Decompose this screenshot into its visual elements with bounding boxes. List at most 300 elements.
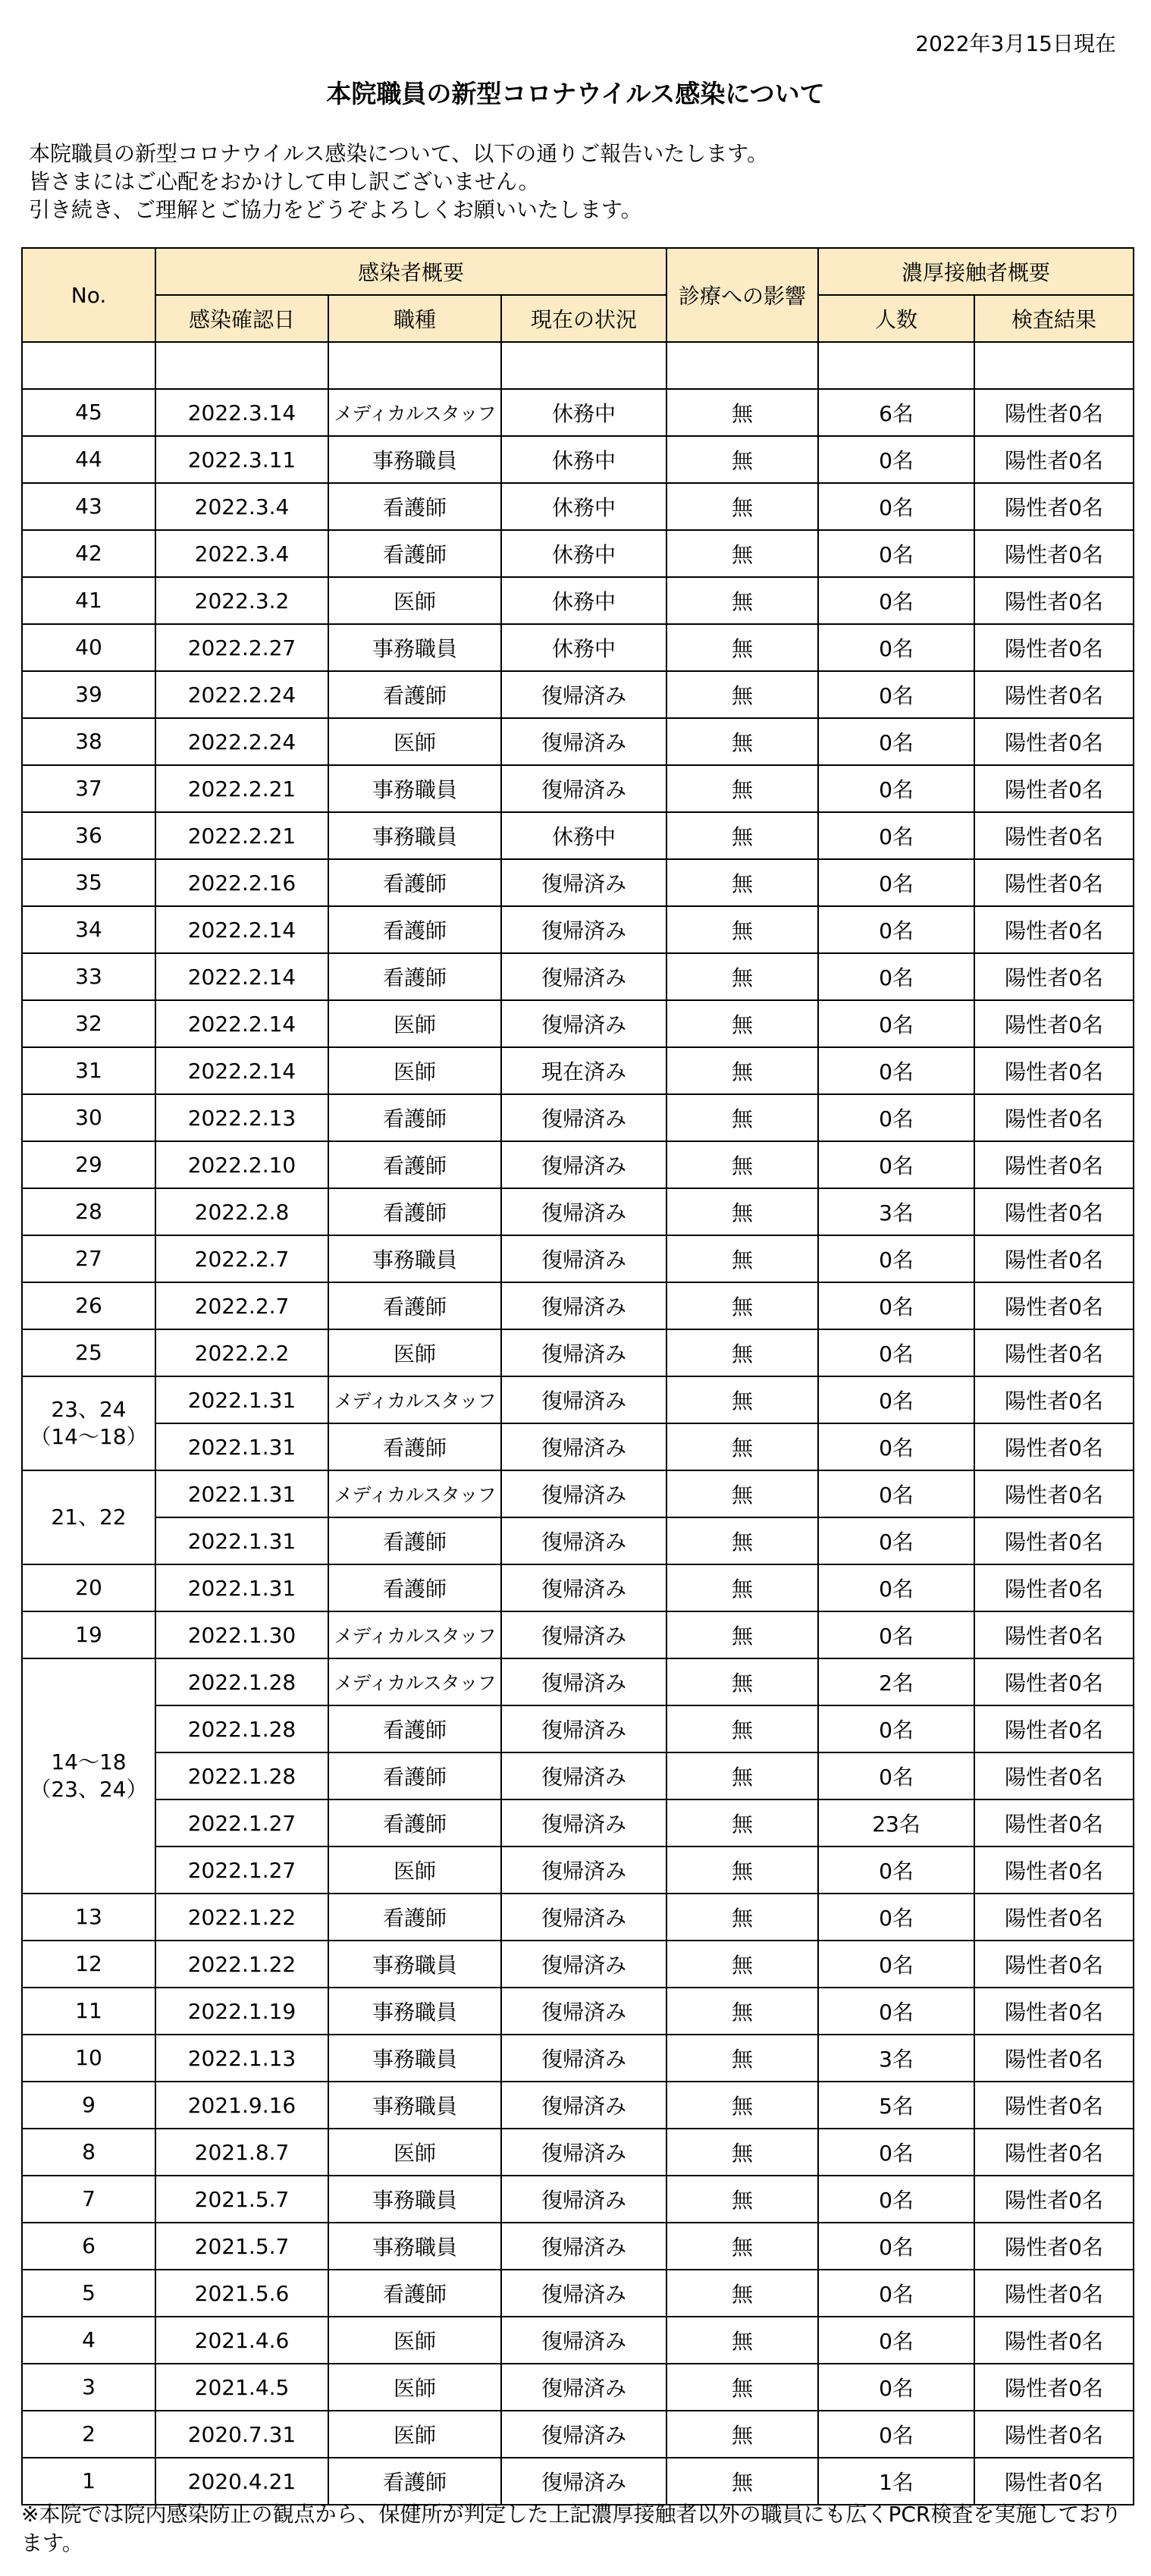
cell-no: 7 xyxy=(22,2176,155,2223)
table-row xyxy=(22,2035,1134,2082)
cell-confirmed-date: 2022.2.21 xyxy=(155,765,328,812)
cell-job: 看護師 xyxy=(328,859,501,906)
cell-status: 休務中 xyxy=(501,577,666,624)
cell-contact-count: 0名 xyxy=(818,1470,974,1517)
cell-job: 事務職員 xyxy=(328,2035,501,2082)
spacer-cell xyxy=(501,342,666,389)
cell-confirmed-date: 2022.3.4 xyxy=(155,530,328,577)
cell-contact-count: 0名 xyxy=(818,1141,974,1188)
cell-confirmed-date: 2021.4.6 xyxy=(155,2317,328,2364)
cell-job: 看護師 xyxy=(328,1141,501,1188)
cell-test-result: 陽性者0名 xyxy=(974,1188,1134,1235)
cell-clinical-impact: 無 xyxy=(666,2035,818,2082)
cell-confirmed-date: 2022.1.31 xyxy=(155,1423,328,1470)
table-row xyxy=(22,953,1134,1000)
cell-clinical-impact: 無 xyxy=(666,1941,818,1988)
table-row xyxy=(22,577,1134,624)
cell-contact-count: 0名 xyxy=(818,1282,974,1329)
cell-contact-count: 0名 xyxy=(818,1564,974,1611)
cell-test-result: 陽性者0名 xyxy=(974,671,1134,718)
cell-job: 医師 xyxy=(328,577,501,624)
cell-no: 37 xyxy=(22,765,155,812)
cell-status: 休務中 xyxy=(501,436,666,483)
cell-clinical-impact: 無 xyxy=(666,671,818,718)
cell-no: 34 xyxy=(22,906,155,953)
cell-confirmed-date: 2022.1.30 xyxy=(155,1611,328,1658)
cell-no: 21、22 xyxy=(22,1470,155,1564)
cell-no: 3 xyxy=(22,2364,155,2411)
cell-status: 復帰済み xyxy=(501,2035,666,2082)
cell-status: 復帰済み xyxy=(501,859,666,906)
cell-job: 看護師 xyxy=(328,2458,501,2505)
cell-status: 復帰済み xyxy=(501,2223,666,2270)
cell-test-result: 陽性者0名 xyxy=(974,1282,1134,1329)
table-row xyxy=(22,1705,1134,1752)
cell-job: メディカルスタッフ xyxy=(328,1376,501,1423)
cell-job: 看護師 xyxy=(328,906,501,953)
cell-contact-count: 0名 xyxy=(818,1517,974,1564)
cell-clinical-impact: 無 xyxy=(666,2411,818,2458)
cell-no: 44 xyxy=(22,436,155,483)
cell-confirmed-date: 2022.2.24 xyxy=(155,671,328,718)
table-row xyxy=(22,483,1134,530)
cell-clinical-impact: 無 xyxy=(666,530,818,577)
cell-status: 復帰済み xyxy=(501,1988,666,2035)
cell-clinical-impact: 無 xyxy=(666,2270,818,2317)
cell-test-result: 陽性者0名 xyxy=(974,2223,1134,2270)
table-row xyxy=(22,1235,1134,1282)
cell-no: 10 xyxy=(22,2035,155,2082)
cell-test-result: 陽性者0名 xyxy=(974,577,1134,624)
cell-confirmed-date: 2022.1.28 xyxy=(155,1705,328,1752)
cell-test-result: 陽性者0名 xyxy=(974,1564,1134,1611)
cell-clinical-impact: 無 xyxy=(666,1564,818,1611)
cell-clinical-impact: 無 xyxy=(666,1282,818,1329)
table-row xyxy=(22,2364,1134,2411)
cell-job: 看護師 xyxy=(328,1094,501,1141)
header-spacer-row xyxy=(22,342,1134,389)
cell-contact-count: 0名 xyxy=(818,765,974,812)
cell-test-result: 陽性者0名 xyxy=(974,1094,1134,1141)
table-row xyxy=(22,1188,1134,1235)
cell-status: 復帰済み xyxy=(501,2317,666,2364)
cell-confirmed-date: 2020.4.21 xyxy=(155,2458,328,2505)
cell-confirmed-date: 2022.2.10 xyxy=(155,1141,328,1188)
cell-contact-count: 0名 xyxy=(818,624,974,671)
cell-job: 看護師 xyxy=(328,1894,501,1941)
spacer-cell xyxy=(818,342,974,389)
cell-no: 2 xyxy=(22,2411,155,2458)
table-row xyxy=(22,1752,1134,1799)
cell-job: 看護師 xyxy=(328,1705,501,1752)
cell-no: 4 xyxy=(22,2317,155,2364)
table-row xyxy=(22,2458,1134,2505)
cell-test-result: 陽性者0名 xyxy=(974,2176,1134,2223)
cell-contact-count: 0名 xyxy=(818,1752,974,1799)
header-infected-summary: 感染者概要 xyxy=(155,248,666,295)
cell-contact-count: 0名 xyxy=(818,1705,974,1752)
table-body xyxy=(22,342,1134,2505)
cell-test-result: 陽性者0名 xyxy=(974,1705,1134,1752)
spacer-cell xyxy=(974,342,1134,389)
table-row xyxy=(22,812,1134,859)
cell-test-result: 陽性者0名 xyxy=(974,1988,1134,2035)
cell-status: 復帰済み xyxy=(501,1188,666,1235)
cell-confirmed-date: 2022.1.27 xyxy=(155,1799,328,1846)
cell-status: 休務中 xyxy=(501,624,666,671)
table-row xyxy=(22,1282,1134,1329)
cell-clinical-impact: 無 xyxy=(666,1423,818,1470)
cell-clinical-impact: 無 xyxy=(666,1094,818,1141)
cell-confirmed-date: 2022.2.16 xyxy=(155,859,328,906)
cell-contact-count: 0名 xyxy=(818,2176,974,2223)
cell-status: 現在済み xyxy=(501,1047,666,1094)
cell-contact-count: 0名 xyxy=(818,577,974,624)
cell-contact-count: 0名 xyxy=(818,671,974,718)
cell-confirmed-date: 2022.1.27 xyxy=(155,1846,328,1894)
cell-test-result: 陽性者0名 xyxy=(974,624,1134,671)
cell-test-result: 陽性者0名 xyxy=(974,1894,1134,1941)
cell-contact-count: 0名 xyxy=(818,812,974,859)
cell-clinical-impact: 無 xyxy=(666,2317,818,2364)
cell-clinical-impact: 無 xyxy=(666,1235,818,1282)
cell-confirmed-date: 2022.2.8 xyxy=(155,1188,328,1235)
cell-confirmed-date: 2022.2.13 xyxy=(155,1094,328,1141)
cell-confirmed-date: 2022.1.19 xyxy=(155,1988,328,2035)
cell-contact-count: 0名 xyxy=(818,1894,974,1941)
cell-job: 事務職員 xyxy=(328,436,501,483)
cell-clinical-impact: 無 xyxy=(666,1752,818,1799)
cell-clinical-impact: 無 xyxy=(666,1047,818,1094)
cell-job: メディカルスタッフ xyxy=(328,1658,501,1705)
cell-test-result: 陽性者0名 xyxy=(974,1000,1134,1047)
cell-test-result: 陽性者0名 xyxy=(974,1376,1134,1423)
cell-job: 事務職員 xyxy=(328,765,501,812)
cell-status: 復帰済み xyxy=(501,2411,666,2458)
cell-job: 事務職員 xyxy=(328,2082,501,2129)
cell-contact-count: 0名 xyxy=(818,718,974,765)
cell-confirmed-date: 2022.3.2 xyxy=(155,577,328,624)
cell-confirmed-date: 2022.3.11 xyxy=(155,436,328,483)
cell-no: 28 xyxy=(22,1188,155,1235)
cell-clinical-impact: 無 xyxy=(666,812,818,859)
cell-no: 27 xyxy=(22,1235,155,1282)
cell-clinical-impact: 無 xyxy=(666,2129,818,2176)
table-row xyxy=(22,1423,1134,1470)
cell-no: 29 xyxy=(22,1141,155,1188)
cell-clinical-impact: 無 xyxy=(666,389,818,436)
cell-no: 9 xyxy=(22,2082,155,2129)
cell-job: 看護師 xyxy=(328,1423,501,1470)
cell-contact-count: 0名 xyxy=(818,859,974,906)
cell-confirmed-date: 2021.4.5 xyxy=(155,2364,328,2411)
header-status: 現在の状況 xyxy=(501,295,666,342)
cell-job: メディカルスタッフ xyxy=(328,389,501,436)
cell-contact-count: 0名 xyxy=(818,1988,974,2035)
cell-job: 看護師 xyxy=(328,483,501,530)
table-row xyxy=(22,2270,1134,2317)
cell-status: 復帰済み xyxy=(501,1846,666,1894)
table-row xyxy=(22,1799,1134,1846)
cell-confirmed-date: 2021.5.7 xyxy=(155,2223,328,2270)
cell-status: 復帰済み xyxy=(501,1141,666,1188)
cell-contact-count: 0名 xyxy=(818,953,974,1000)
cell-contact-count: 0名 xyxy=(818,1611,974,1658)
header-no: No. xyxy=(22,248,155,342)
cell-status: 復帰済み xyxy=(501,1799,666,1846)
cell-contact-count: 0名 xyxy=(818,483,974,530)
spacer-cell xyxy=(155,342,328,389)
cell-confirmed-date: 2022.2.14 xyxy=(155,953,328,1000)
table-row xyxy=(22,2317,1134,2364)
cell-status: 復帰済み xyxy=(501,1517,666,1564)
cell-contact-count: 1名 xyxy=(818,2458,974,2505)
cell-test-result: 陽性者0名 xyxy=(974,1941,1134,1988)
cell-confirmed-date: 2022.1.13 xyxy=(155,2035,328,2082)
cell-confirmed-date: 2022.1.22 xyxy=(155,1941,328,1988)
cell-job: 看護師 xyxy=(328,1799,501,1846)
cell-clinical-impact: 無 xyxy=(666,1611,818,1658)
cell-status: 復帰済み xyxy=(501,2458,666,2505)
table-row xyxy=(22,1941,1134,1988)
cell-job: 事務職員 xyxy=(328,624,501,671)
cell-status: 復帰済み xyxy=(501,765,666,812)
cell-test-result: 陽性者0名 xyxy=(974,389,1134,436)
cell-clinical-impact: 無 xyxy=(666,765,818,812)
cell-confirmed-date: 2022.1.31 xyxy=(155,1376,328,1423)
cell-confirmed-date: 2022.2.7 xyxy=(155,1282,328,1329)
table-row xyxy=(22,436,1134,483)
intro-line: 本院職員の新型コロナウイルス感染について、以下の通りご報告いたします。 xyxy=(29,141,768,166)
cell-contact-count: 0名 xyxy=(818,1047,974,1094)
cell-job: 医師 xyxy=(328,718,501,765)
cell-clinical-impact: 無 xyxy=(666,2458,818,2505)
cell-no: 31 xyxy=(22,1047,155,1094)
cell-contact-count: 0名 xyxy=(818,2317,974,2364)
cell-no: 14～18 （23、24） xyxy=(22,1658,155,1894)
cell-no: 38 xyxy=(22,718,155,765)
table-row xyxy=(22,1846,1134,1894)
cell-job: 医師 xyxy=(328,1846,501,1894)
table-row xyxy=(22,1329,1134,1376)
cell-confirmed-date: 2022.2.21 xyxy=(155,812,328,859)
cell-clinical-impact: 無 xyxy=(666,2364,818,2411)
cell-clinical-impact: 無 xyxy=(666,483,818,530)
cell-clinical-impact: 無 xyxy=(666,577,818,624)
cell-contact-count: 0名 xyxy=(818,1376,974,1423)
cell-confirmed-date: 2022.2.14 xyxy=(155,906,328,953)
header-test-result: 検査結果 xyxy=(974,295,1134,342)
cell-job: 看護師 xyxy=(328,1188,501,1235)
cell-no: 40 xyxy=(22,624,155,671)
cell-confirmed-date: 2022.1.31 xyxy=(155,1564,328,1611)
cell-contact-count: 0名 xyxy=(818,530,974,577)
header-contacts-summary: 濃厚接触者概要 xyxy=(818,248,1134,295)
cell-status: 復帰済み xyxy=(501,671,666,718)
cell-confirmed-date: 2022.2.7 xyxy=(155,1235,328,1282)
cell-no: 36 xyxy=(22,812,155,859)
table-row xyxy=(22,2082,1134,2129)
cell-status: 復帰済み xyxy=(501,1941,666,1988)
cell-clinical-impact: 無 xyxy=(666,2082,818,2129)
cell-confirmed-date: 2022.2.27 xyxy=(155,624,328,671)
table-row xyxy=(22,1470,1134,1517)
cell-job: 医師 xyxy=(328,1047,501,1094)
cell-clinical-impact: 無 xyxy=(666,624,818,671)
header-job: 職種 xyxy=(328,295,501,342)
cell-test-result: 陽性者0名 xyxy=(974,1470,1134,1517)
cell-clinical-impact: 無 xyxy=(666,906,818,953)
cell-status: 復帰済み xyxy=(501,1658,666,1705)
cell-status: 復帰済み xyxy=(501,2129,666,2176)
cell-confirmed-date: 2022.2.14 xyxy=(155,1000,328,1047)
cell-status: 復帰済み xyxy=(501,1423,666,1470)
cell-test-result: 陽性者0名 xyxy=(974,530,1134,577)
intro-text xyxy=(29,140,768,224)
cell-clinical-impact: 無 xyxy=(666,1188,818,1235)
cell-clinical-impact: 無 xyxy=(666,1988,818,2035)
cell-no: 1 xyxy=(22,2458,155,2505)
cell-confirmed-date: 2021.9.16 xyxy=(155,2082,328,2129)
cell-status: 復帰済み xyxy=(501,2364,666,2411)
cell-status: 復帰済み xyxy=(501,906,666,953)
cell-confirmed-date: 2022.1.22 xyxy=(155,1894,328,1941)
cell-clinical-impact: 無 xyxy=(666,2176,818,2223)
cell-contact-count: 0名 xyxy=(818,1329,974,1376)
cell-test-result: 陽性者0名 xyxy=(974,1611,1134,1658)
cell-status: 復帰済み xyxy=(501,1564,666,1611)
cell-test-result: 陽性者0名 xyxy=(974,1846,1134,1894)
cell-test-result: 陽性者0名 xyxy=(974,1423,1134,1470)
table-row xyxy=(22,1517,1134,1564)
cell-test-result: 陽性者0名 xyxy=(974,1799,1134,1846)
cell-clinical-impact: 無 xyxy=(666,1470,818,1517)
cell-status: 復帰済み xyxy=(501,1000,666,1047)
cell-no: 39 xyxy=(22,671,155,718)
cell-contact-count: 0名 xyxy=(818,1094,974,1141)
cell-contact-count: 0名 xyxy=(818,2270,974,2317)
cell-clinical-impact: 無 xyxy=(666,436,818,483)
cell-no: 25 xyxy=(22,1329,155,1376)
cell-test-result: 陽性者0名 xyxy=(974,2411,1134,2458)
cell-test-result: 陽性者0名 xyxy=(974,1517,1134,1564)
cell-no: 11 xyxy=(22,1988,155,2035)
cell-status: 復帰済み xyxy=(501,1329,666,1376)
cell-confirmed-date: 2022.2.24 xyxy=(155,718,328,765)
header-confirmed-date: 感染確認日 xyxy=(155,295,328,342)
cell-status: 休務中 xyxy=(501,812,666,859)
cell-job: 事務職員 xyxy=(328,2223,501,2270)
cell-contact-count: 0名 xyxy=(818,1941,974,1988)
cell-confirmed-date: 2020.7.31 xyxy=(155,2411,328,2458)
table-row xyxy=(22,1564,1134,1611)
cell-status: 復帰済み xyxy=(501,953,666,1000)
cell-confirmed-date: 2022.3.4 xyxy=(155,483,328,530)
cell-no: 42 xyxy=(22,530,155,577)
page-title: 本院職員の新型コロナウイルス感染について xyxy=(326,79,825,108)
table-row xyxy=(22,1047,1134,1094)
cell-no: 20 xyxy=(22,1564,155,1611)
cell-job: 看護師 xyxy=(328,1752,501,1799)
cell-clinical-impact: 無 xyxy=(666,1705,818,1752)
table-row xyxy=(22,1094,1134,1141)
cell-contact-count: 0名 xyxy=(818,1846,974,1894)
cell-contact-count: 0名 xyxy=(818,1235,974,1282)
as-of-date: 2022年3月15日現在 xyxy=(915,31,1116,56)
cell-confirmed-date: 2022.1.28 xyxy=(155,1752,328,1799)
cell-no: 41 xyxy=(22,577,155,624)
cell-clinical-impact: 無 xyxy=(666,2223,818,2270)
cell-confirmed-date: 2021.5.7 xyxy=(155,2176,328,2223)
cell-confirmed-date: 2022.2.14 xyxy=(155,1047,328,1094)
table-row xyxy=(22,1894,1134,1941)
cell-job: 事務職員 xyxy=(328,1235,501,1282)
cell-test-result: 陽性者0名 xyxy=(974,953,1134,1000)
cell-confirmed-date: 2022.1.28 xyxy=(155,1658,328,1705)
cell-test-result: 陽性者0名 xyxy=(974,2364,1134,2411)
cell-job: 看護師 xyxy=(328,1564,501,1611)
cell-no: 8 xyxy=(22,2129,155,2176)
cell-test-result: 陽性者0名 xyxy=(974,2270,1134,2317)
cell-job: 医師 xyxy=(328,2411,501,2458)
spacer-cell xyxy=(22,342,155,389)
cell-clinical-impact: 無 xyxy=(666,1517,818,1564)
cell-clinical-impact: 無 xyxy=(666,718,818,765)
cell-no: 32 xyxy=(22,1000,155,1047)
cell-no: 30 xyxy=(22,1094,155,1141)
table-row xyxy=(22,2176,1134,2223)
cell-no: 6 xyxy=(22,2223,155,2270)
cell-job: 事務職員 xyxy=(328,812,501,859)
cell-status: 復帰済み xyxy=(501,1235,666,1282)
cell-job: 事務職員 xyxy=(328,1988,501,2035)
cell-status: 復帰済み xyxy=(501,1894,666,1941)
table-row xyxy=(22,1000,1134,1047)
intro-line: 引き続き、ご理解とご協力をどうぞよろしくお願いいたします。 xyxy=(29,197,642,222)
cell-contact-count: 0名 xyxy=(818,2223,974,2270)
cell-contact-count: 23名 xyxy=(818,1799,974,1846)
cell-no: 12 xyxy=(22,1941,155,1988)
cell-contact-count: 0名 xyxy=(818,2411,974,2458)
cell-test-result: 陽性者0名 xyxy=(974,2129,1134,2176)
table-row xyxy=(22,2411,1134,2458)
table-row xyxy=(22,1988,1134,2035)
cell-test-result: 陽性者0名 xyxy=(974,2082,1134,2129)
cell-clinical-impact: 無 xyxy=(666,859,818,906)
cell-clinical-impact: 無 xyxy=(666,1376,818,1423)
table-row xyxy=(22,859,1134,906)
cell-test-result: 陽性者0名 xyxy=(974,1047,1134,1094)
cell-status: 復帰済み xyxy=(501,718,666,765)
cell-clinical-impact: 無 xyxy=(666,1329,818,1376)
cell-contact-count: 5名 xyxy=(818,2082,974,2129)
cell-clinical-impact: 無 xyxy=(666,1846,818,1894)
cell-job: 事務職員 xyxy=(328,2176,501,2223)
cell-test-result: 陽性者0名 xyxy=(974,906,1134,953)
table-row xyxy=(22,765,1134,812)
intro-line: 皆さまにはご心配をおかけして申し訳ございません。 xyxy=(29,169,540,194)
spacer-cell xyxy=(666,342,818,389)
cell-clinical-impact: 無 xyxy=(666,953,818,1000)
table-row xyxy=(22,1376,1134,1423)
cell-no: 5 xyxy=(22,2270,155,2317)
cell-test-result: 陽性者0名 xyxy=(974,436,1134,483)
cell-test-result: 陽性者0名 xyxy=(974,1329,1134,1376)
cell-job: メディカルスタッフ xyxy=(328,1611,501,1658)
cell-contact-count: 0名 xyxy=(818,1000,974,1047)
cell-status: 休務中 xyxy=(501,389,666,436)
table-row xyxy=(22,1658,1134,1705)
